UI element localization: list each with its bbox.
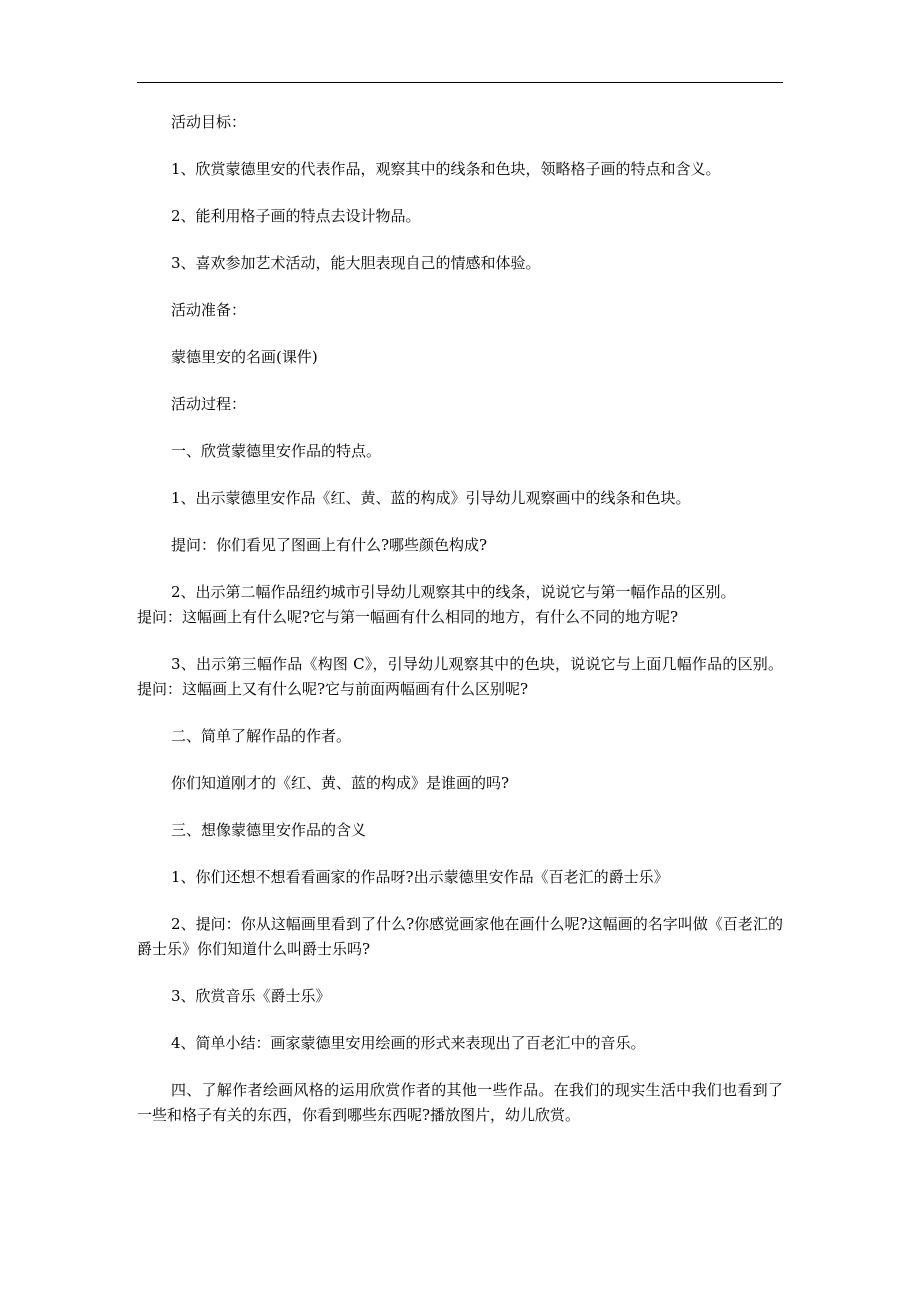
heading-preparation: 活动准备： [171, 301, 247, 319]
section-heading: 三、想像蒙德里安作品的含义 [171, 821, 367, 839]
objective-item: 1、欣赏蒙德里安的代表作品，观察其中的线条和色块，领略格子画的特点和含义。 [171, 160, 721, 178]
process-step: 2、提问：你从这幅画里看到了什么?你感觉画家他在画什么呢?这幅画的名字叫做《百老汇的爵士乐》你们知道什么叫爵士乐吗? [137, 915, 783, 958]
process-step: 3、欣赏音乐《爵士乐》 [171, 987, 331, 1005]
process-step: 2、出示第二幅作品纽约城市引导幼儿观察其中的线条，说说它与第一幅作品的区别。 [171, 583, 736, 601]
objective-item: 2、能利用格子画的特点去设计物品。 [171, 207, 421, 225]
process-step: 3、出示第三幅作品《构图 C》，引导幼儿观察其中的色块，说说它与上面几幅作品的区别。提问：这幅画上又有什么呢?它与前面两幅画有什么区别呢? [137, 655, 783, 698]
process-step: 1、你们还想不想看看画家的作品呀?出示蒙德里安作品《百老汇的爵士乐》 [171, 868, 669, 886]
preparation-item: 蒙德里安的名画(课件) [171, 348, 318, 366]
process-question: 提问：这幅画上有什么呢?它与第一幅画有什么相同的地方，有什么不同的地方呢? [137, 608, 679, 626]
section-heading: 二、简单了解作品的作者。 [171, 727, 352, 745]
process-step: 4、简单小结：画家蒙德里安用绘画的形式来表现出了百老汇中的音乐。 [171, 1034, 646, 1052]
document-body [137, 110, 783, 1150]
process-step: 1、出示蒙德里安作品《红、黄、蓝的构成》引导幼儿观察画中的线条和色块。 [171, 489, 691, 507]
process-question: 你们知道刚才的《红、黄、蓝的构成》是谁画的吗? [171, 774, 510, 792]
section-heading: 一、欣赏蒙德里安作品的特点。 [171, 442, 382, 460]
heading-objectives: 活动目标： [171, 113, 247, 131]
header-rule [137, 82, 783, 83]
process-question: 提问：你们看见了图画上有什么?哪些颜色构成? [171, 536, 488, 554]
section-heading: 四、了解作者绘画风格的运用欣赏作者的其他一些作品。在我们的现实生活中我们也看到了一些和格子有关的东西，你看到哪些东西呢?播放图片，幼儿欣赏。 [137, 1081, 783, 1124]
heading-process: 活动过程： [171, 395, 247, 413]
objective-item: 3、喜欢参加艺术活动，能大胆表现自己的情感和体验。 [171, 254, 541, 272]
